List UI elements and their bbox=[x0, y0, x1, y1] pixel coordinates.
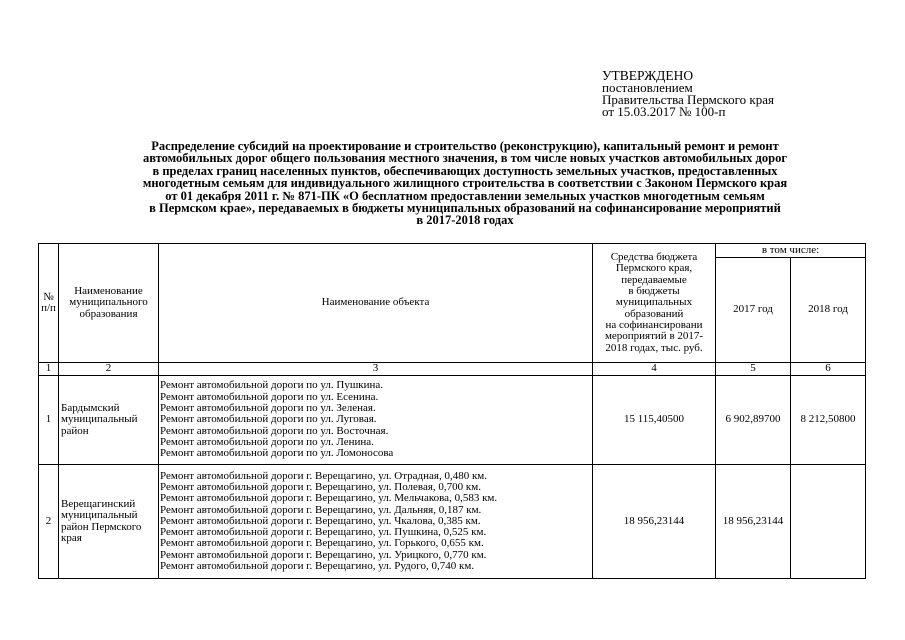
row-2018: 8 212,50800 bbox=[791, 376, 866, 465]
header-2018: 2018 год bbox=[791, 258, 866, 363]
header-funds-line: в бюджеты bbox=[628, 285, 680, 298]
header-funds-line: 2018 годах, тыс. руб. bbox=[605, 341, 703, 354]
approval-line: от 15.03.2017 № 100-п bbox=[602, 104, 726, 119]
header-object: Наименование объекта bbox=[159, 244, 593, 363]
col-number: 6 bbox=[791, 363, 866, 376]
row-num: 1 bbox=[39, 376, 59, 465]
header-row bbox=[39, 244, 866, 258]
row-2018 bbox=[791, 465, 866, 579]
title-line: автомобильных дорог общего пользования местного значения, в том числе новых участков автомобильных дорог bbox=[142, 151, 788, 166]
col-number: 4 bbox=[593, 363, 716, 376]
object-item: Ремонт автомобильной дороги по ул. Пушкина. bbox=[160, 380, 384, 392]
row-total: 18 956,23144 bbox=[593, 465, 716, 579]
approval-line: постановлением bbox=[602, 80, 693, 95]
title-line: в 2017-2018 годах bbox=[416, 213, 514, 228]
row-municipality: Верещагинский муниципальный район Пермского края bbox=[59, 465, 159, 579]
table-row bbox=[39, 376, 866, 465]
row-objects bbox=[159, 465, 593, 579]
header-including: в том числе: bbox=[716, 244, 866, 258]
object-item: Ремонт автомобильной дороги г. Верещагино, ул. Мельчакова, 0,583 км. bbox=[160, 493, 498, 505]
title-line: от 01 декабря 2011 г. № 871-ПК «О бесплатном предоставлении земельных участков многодетным семьям bbox=[165, 188, 765, 203]
object-item: Ремонт автомобильной дороги г. Верещагино, ул. Горького, 0,655 км. bbox=[160, 538, 484, 550]
col-number: 3 bbox=[159, 363, 593, 376]
object-item: Ремонт автомобильной дороги по ул. Есенина. bbox=[160, 391, 379, 403]
approval-title: УТВЕРЖДЕНО bbox=[602, 68, 694, 83]
row-objects bbox=[159, 376, 593, 465]
header-funds-line: мероприятий в 2017- bbox=[604, 330, 704, 343]
approval-stamp bbox=[602, 70, 774, 118]
subsidy-table bbox=[38, 243, 866, 579]
row-2017: 6 902,89700 bbox=[716, 376, 791, 465]
header-funds-line: Пермского края, bbox=[615, 262, 693, 275]
object-item: Ремонт автомобильной дороги г. Верещагино, ул. Пушкина, 0,525 км. bbox=[160, 527, 487, 539]
col-number: 1 bbox=[39, 363, 59, 376]
header-funds-line: муниципальных bbox=[615, 296, 693, 309]
object-item: Ремонт автомобильной дороги по ул. Ленина. bbox=[160, 436, 374, 448]
row-num: 2 bbox=[39, 465, 59, 579]
row-municipality: Бардымский муниципальный район bbox=[59, 376, 159, 465]
title-line: многодетным семьям для индивидуального жилищного строительства в соответствии с Законом Пермского края bbox=[142, 176, 788, 191]
object-item: Ремонт автомобильной дороги по ул. Ломоносова bbox=[160, 448, 394, 460]
row-2017: 18 956,23144 bbox=[716, 465, 791, 579]
object-item: Ремонт автомобильной дороги г. Верещагино, ул. Отрадная, 0,480 км. bbox=[160, 470, 487, 482]
object-item: Ремонт автомобильной дороги по ул. Восточная. bbox=[160, 425, 389, 437]
header-num: № п/п bbox=[39, 244, 59, 363]
header-funds-line: передаваемые bbox=[621, 273, 687, 286]
table-row bbox=[39, 465, 866, 579]
column-numbers-row bbox=[39, 363, 866, 376]
object-item: Ремонт автомобильной дороги г. Верещагино, ул. Чкалова, 0,385 км. bbox=[160, 515, 481, 527]
col-number: 2 bbox=[59, 363, 159, 376]
object-item: Ремонт автомобильной дороги г. Верещагино, ул. Дальняя, 0,187 км. bbox=[160, 504, 482, 516]
title-line: в Пермском крае», передаваемых в бюджеты муниципальных образований на софинансирование мероприятий bbox=[149, 201, 781, 216]
title-line: в пределах границ населенных пунктов, обеспечивающих доступность земельных участков, предоставленных bbox=[152, 163, 778, 178]
header-funds-line: на софинансировани bbox=[605, 318, 703, 331]
object-item: Ремонт автомобильной дороги по ул. Зеленая. bbox=[160, 403, 376, 415]
row-total: 15 115,40500 bbox=[593, 376, 716, 465]
header-funds-line: Средства бюджета bbox=[610, 251, 698, 264]
approval-line: Правительства Пермского края bbox=[602, 92, 774, 107]
header-funds-line: образований bbox=[624, 307, 684, 320]
document-title bbox=[40, 140, 890, 227]
header-funds bbox=[593, 244, 716, 363]
object-item: Ремонт автомобильной дороги г. Верещагино, ул. Полевая, 0,700 км. bbox=[160, 481, 481, 493]
object-item: Ремонт автомобильной дороги г. Верещагино, ул. Урицкого, 0,770 км. bbox=[160, 549, 487, 561]
col-number: 5 bbox=[716, 363, 791, 376]
object-item: Ремонт автомобильной дороги по ул. Луговая. bbox=[160, 414, 377, 426]
header-municipality: Наименование муниципального образования bbox=[59, 244, 159, 363]
header-2017: 2017 год bbox=[716, 258, 791, 363]
title-line: Распределение субсидий на проектирование и строительство (реконструкцию), капитальный ремонт и ремонт bbox=[151, 139, 779, 153]
object-item: Ремонт автомобильной дороги г. Верещагино, ул. Рудого, 0,740 км. bbox=[160, 561, 475, 573]
